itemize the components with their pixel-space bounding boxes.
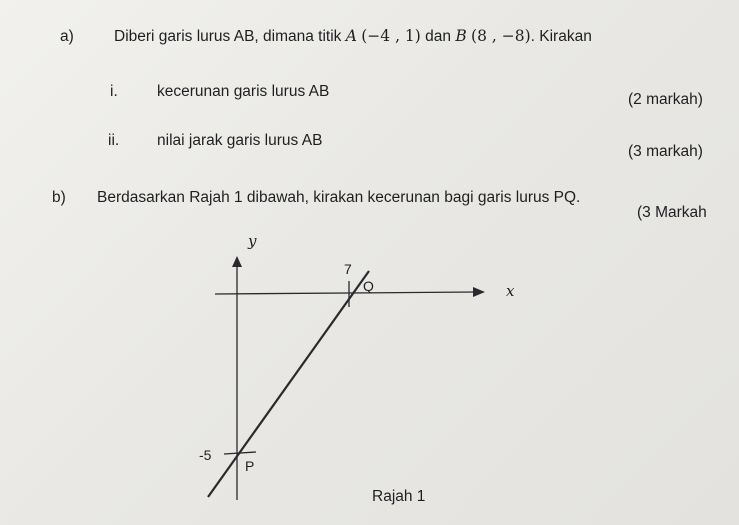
part-a-label: a) [60, 28, 74, 45]
point-q-label: Q [363, 278, 374, 294]
point-a-name: A [345, 27, 357, 45]
tick-label-7: 7 [344, 261, 352, 277]
point-p-label: P [245, 458, 255, 474]
point-a-coords: (−4 , 1) [361, 27, 421, 45]
part-b-label: b) [52, 189, 66, 206]
x-axis-arrow [473, 287, 485, 297]
point-b-coords: (8 , −8) [471, 27, 531, 45]
sub-i-text: kecerunan garis lurus AB [157, 83, 330, 100]
point-b-name: B [455, 27, 467, 45]
sub-i-marks: (2 markah) [628, 91, 703, 108]
tick-label-minus-5: -5 [199, 447, 212, 463]
figure-caption: Rajah 1 [372, 488, 426, 505]
sub-ii-text: nilai jarak garis lurus AB [157, 132, 323, 149]
sub-i-label: i. [110, 83, 118, 100]
part-b-text: Berdasarkan Rajah 1 dibawah, kirakan kecerunan bagi garis lurus PQ. [97, 189, 581, 206]
part-a-stem-end: . Kirakan [530, 28, 592, 45]
part-a-conjunction: dan [425, 28, 452, 45]
sub-ii-marks: (3 markah) [628, 143, 703, 160]
line-pq [208, 271, 369, 497]
x-axis [215, 292, 476, 294]
part-a-stem: Diberi garis lurus AB, dimana titik [114, 28, 342, 45]
sub-ii-label: ii. [108, 132, 120, 149]
x-axis-label: x [506, 282, 515, 300]
y-axis-label: y [248, 232, 257, 250]
part-b-marks: (3 Markah [637, 204, 707, 221]
y-axis-arrow [232, 256, 242, 267]
